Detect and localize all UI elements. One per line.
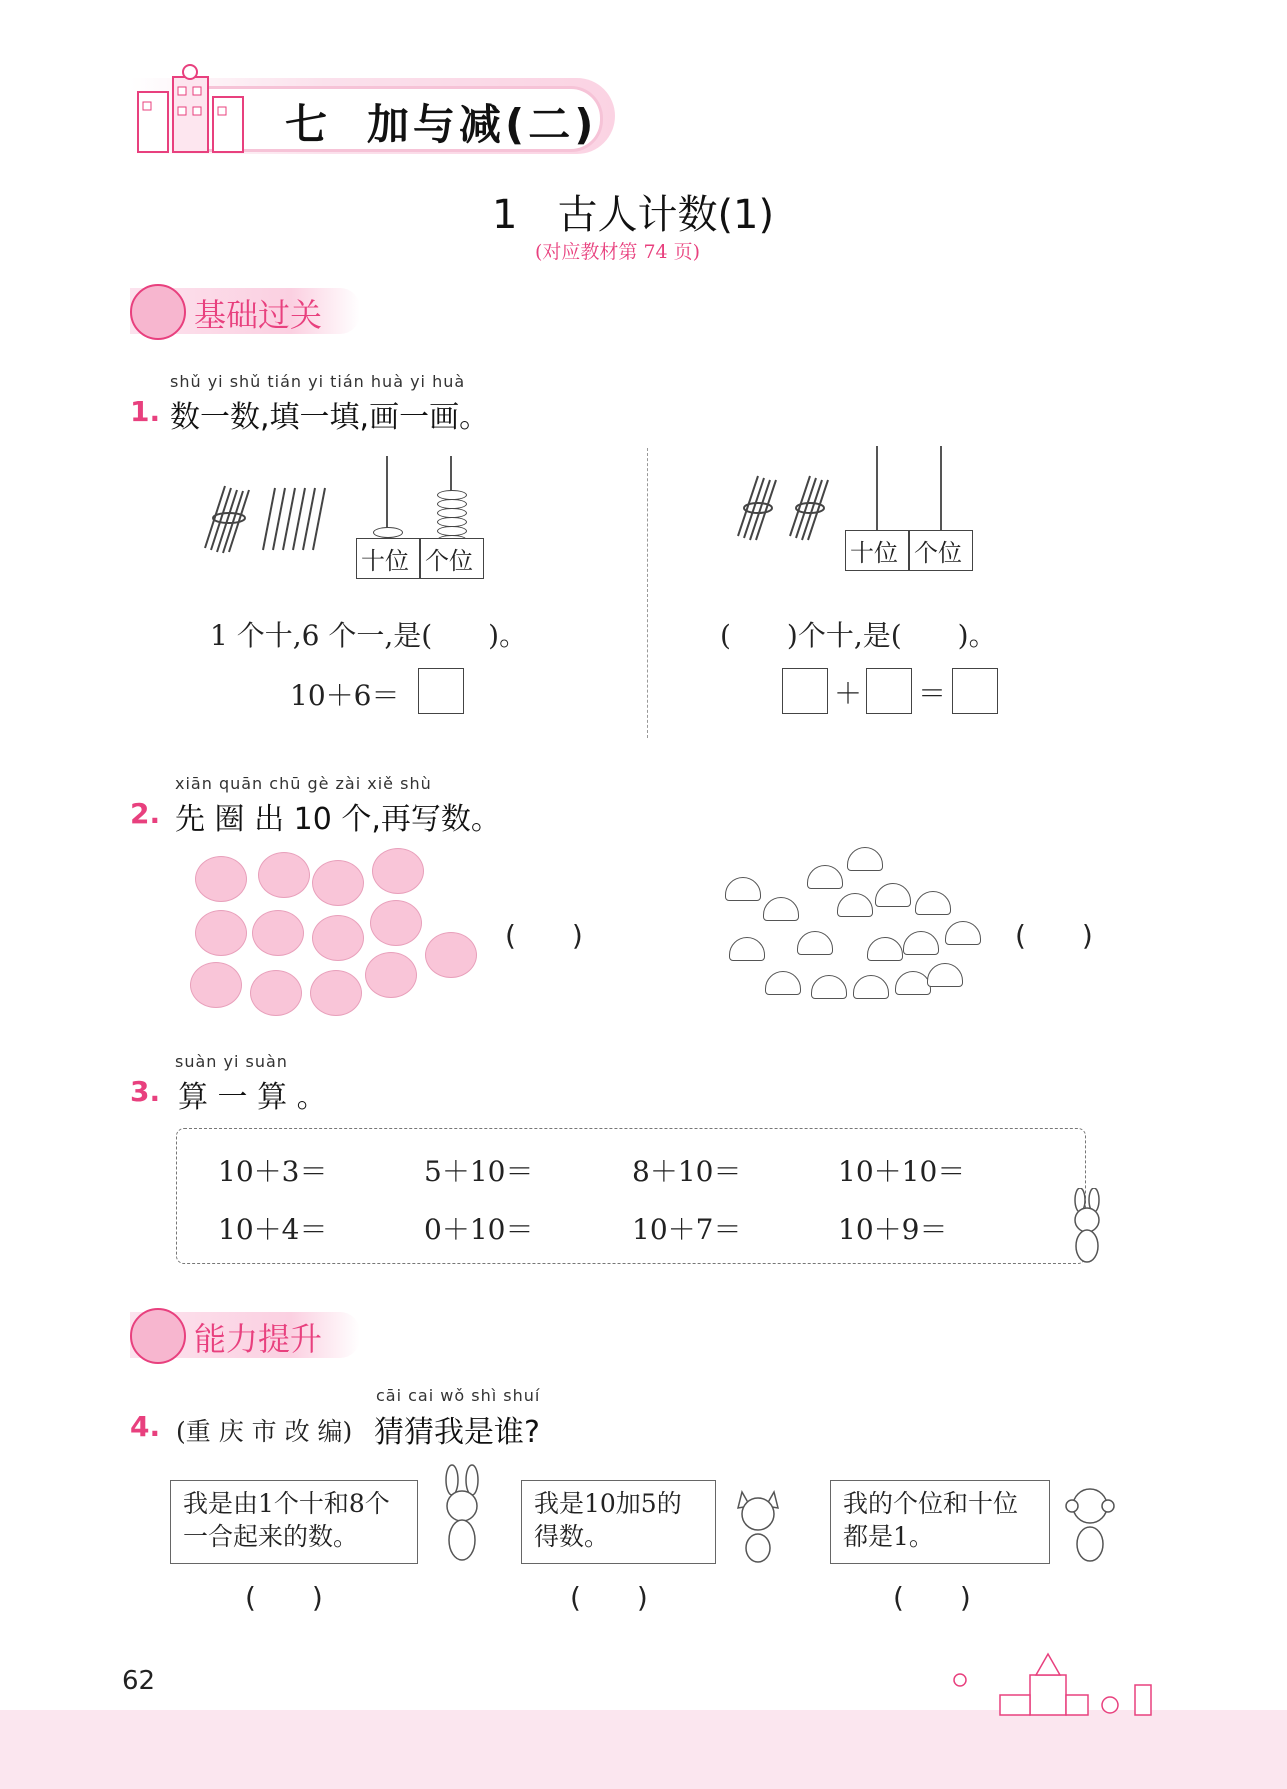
place-label-ones: 个位	[909, 530, 973, 571]
calc-item: 10＋10＝	[838, 1155, 966, 1188]
calc-item: 8＋10＝	[632, 1155, 742, 1188]
place-label-ones: 个位	[420, 538, 484, 579]
page-number: 62	[122, 1666, 156, 1696]
q1-divider	[647, 448, 648, 738]
stick-bundles-icon	[730, 468, 850, 548]
abacus-bead	[373, 527, 403, 538]
tomato-icon	[310, 970, 362, 1016]
mushroom-icon	[895, 971, 931, 995]
tomato-icon	[370, 900, 422, 946]
q1-number: 1.	[130, 395, 161, 428]
q4-text: 猜猜我是谁?	[374, 1415, 540, 1450]
equals-sign: ＝	[918, 677, 947, 710]
q2-text: 先 圈 出 10 个,再写数。	[175, 802, 501, 837]
mushroom-icon	[765, 971, 801, 995]
calc-item: 10＋4＝	[218, 1213, 328, 1246]
mushroom-icon	[807, 865, 843, 889]
tomato-icon	[252, 910, 304, 956]
mushroom-icon	[915, 891, 951, 915]
girl-avatar-icon	[130, 284, 186, 340]
monkey-icon	[1060, 1482, 1120, 1566]
mushroom-icon	[853, 975, 889, 999]
riddle-card: 我是10加5的得数。	[521, 1480, 716, 1564]
abacus-rod-ones	[940, 446, 942, 530]
q1-pinyin: shǔ yi shǔ tián yi tián huà yi huà	[170, 372, 466, 391]
mushroom-icon	[903, 931, 939, 955]
footer-band	[0, 1710, 1287, 1789]
q2-number: 2.	[130, 797, 161, 830]
stick-bundle-icon	[195, 478, 335, 558]
tomato-icon	[195, 910, 247, 956]
q4-answer[interactable]: ( )	[893, 1581, 971, 1614]
section-badge-advanced	[130, 1312, 360, 1358]
mushroom-icon	[763, 897, 799, 921]
section-badge-basic	[130, 288, 360, 334]
q2-answer-right[interactable]: ( )	[1015, 919, 1093, 952]
mushroom-icon	[945, 921, 981, 945]
mushroom-icon	[837, 893, 873, 917]
mushroom-icon	[725, 877, 761, 901]
answer-box[interactable]	[952, 668, 998, 714]
q1-left-equation: 10＋6＝	[290, 679, 400, 712]
answer-box[interactable]	[418, 668, 464, 714]
chapter-name: 加与减(二)	[367, 100, 598, 149]
q4-answer[interactable]: ( )	[245, 1581, 323, 1614]
q2-pinyin: xiān quān chū gè zài xiě shù	[175, 774, 432, 793]
mushroom-icon	[867, 937, 903, 961]
calc-item: 10＋7＝	[632, 1213, 742, 1246]
mushroom-icon	[927, 963, 963, 987]
tomato-icon	[312, 915, 364, 961]
mushroom-icon	[847, 847, 883, 871]
mushroom-icon	[875, 883, 911, 907]
rabbit-icon	[1062, 1188, 1112, 1268]
riddle-card: 我是由1个十和8个一合起来的数。	[170, 1480, 418, 1564]
q1-right-line: ( )个十,是( )。	[720, 619, 997, 652]
tomato-icon	[425, 932, 477, 978]
q1-text: 数一数,填一填,画一画。	[170, 400, 490, 435]
chapter-title	[285, 92, 597, 152]
section-label-advanced: 能力提升	[194, 1320, 323, 1358]
tomato-icon	[258, 852, 310, 898]
q4-source: (重 庆 市 改 编)	[176, 1417, 353, 1446]
mushroom-icon	[811, 975, 847, 999]
tomato-icon	[190, 962, 242, 1008]
tomato-icon	[365, 952, 417, 998]
tomato-icon	[250, 970, 302, 1016]
monkey-avatar-icon	[130, 1308, 186, 1364]
place-label-tens: 十位	[356, 538, 420, 579]
calc-item: 10＋9＝	[838, 1213, 948, 1246]
plus-sign: ＋	[834, 677, 863, 710]
tomato-icon	[312, 860, 364, 906]
calc-item: 5＋10＝	[424, 1155, 534, 1188]
q2-answer-left[interactable]: ( )	[505, 919, 583, 952]
chapter-number: 七	[285, 100, 332, 149]
cat-icon	[728, 1484, 788, 1564]
q4-number: 4.	[130, 1410, 161, 1443]
section-label-basic: 基础过关	[194, 296, 323, 334]
q1-left-line: 1 个十,6 个一,是( )。	[210, 619, 528, 652]
place-label-tens: 十位	[845, 530, 909, 571]
building-illustration-icon	[128, 62, 258, 162]
q4-answer[interactable]: ( )	[570, 1581, 648, 1614]
calc-item: 10＋3＝	[218, 1155, 328, 1188]
calc-item: 0＋10＝	[424, 1213, 534, 1246]
abacus-rod-tens	[876, 446, 878, 530]
castle-decoration-icon	[940, 1650, 1180, 1720]
mushroom-icon	[797, 931, 833, 955]
tomato-icon	[372, 848, 424, 894]
answer-box[interactable]	[782, 668, 828, 714]
lesson-subtitle: (对应教材第 74 页)	[535, 241, 701, 263]
q4-pinyin: cāi cai wǒ shì shuí	[376, 1386, 541, 1405]
q3-number: 3.	[130, 1075, 161, 1108]
tomato-icon	[195, 856, 247, 902]
mushroom-icon	[729, 937, 765, 961]
rabbit-icon	[432, 1464, 492, 1564]
lesson-title: 1 古人计数(1)	[492, 192, 775, 238]
q3-pinyin: suàn yi suàn	[175, 1052, 288, 1071]
mushroom-group	[725, 845, 985, 1015]
answer-box[interactable]	[866, 668, 912, 714]
q3-text: 算 一 算 。	[178, 1080, 327, 1115]
riddle-card: 我的个位和十位都是1。	[830, 1480, 1050, 1564]
